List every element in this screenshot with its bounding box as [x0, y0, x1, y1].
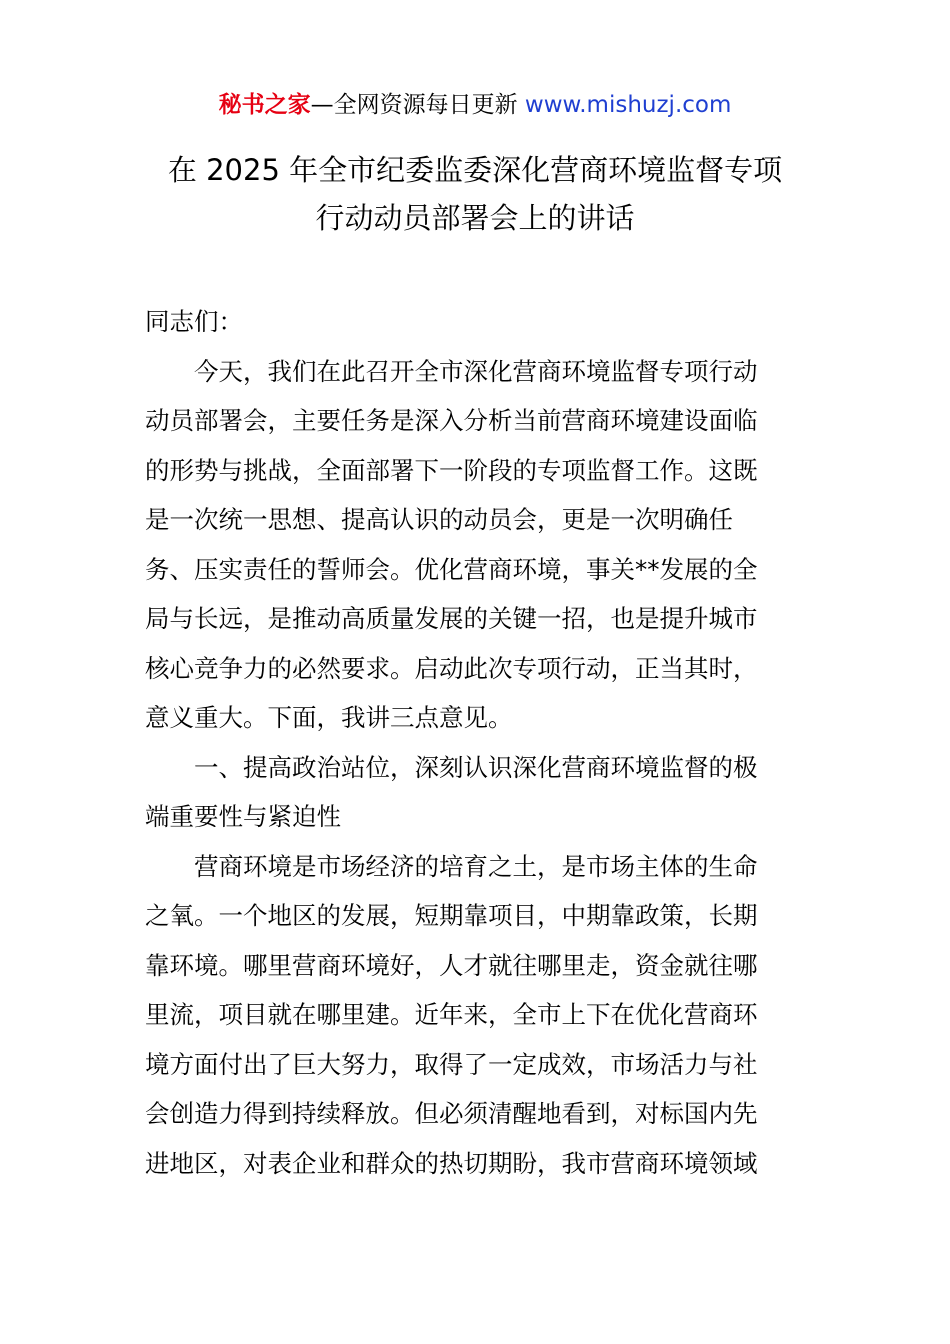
section-heading-line: 端重要性与紧迫性 [145, 802, 341, 831]
title-line-1: 在 2025 年全市纪委监委深化营商环境监督专项 [167, 153, 783, 187]
title-line-2: 行动动员部署会上的讲话 [315, 201, 635, 235]
body-line: 会创造力得到持续释放。但必须清醒地看到，对标国内先 [145, 1099, 758, 1128]
header-dash: — [310, 92, 334, 118]
document-body [145, 297, 810, 1188]
body-line: 核心竞争力的必然要求。启动此次专项行动，正当其时， [145, 653, 758, 683]
body-line: 是一次统一思想、提高认识的动员会，更是一次明确任 [145, 505, 733, 534]
site-header [0, 88, 950, 122]
brand-name: 秘书之家 [218, 92, 311, 118]
body-line: 靠环境。哪里营商环境好，人才就往哪里走，资金就往哪 [145, 950, 758, 980]
body-line: 务、压实责任的誓师会。优化营商环境，事关**发展的全 [145, 554, 758, 584]
body-line: 境方面付出了巨大努力，取得了一定成效，市场活力与社 [145, 1049, 758, 1079]
body-line: 的形势与挑战，全面部署下一阶段的专项监督工作。这既 [145, 455, 758, 485]
body-line: 局与长远，是推动高质量发展的关键一招，也是提升城市 [145, 604, 758, 633]
body-line: 营商环境是市场经济的培育之土，是市场主体的生命 [194, 851, 758, 881]
site-url-link[interactable]: www.mishuzj.com [524, 92, 732, 118]
body-line: 之氧。一个地区的发展，短期靠项目，中期靠政策，长期 [145, 901, 758, 930]
section-heading-line: 一、提高政治站位，深刻认识深化营商环境监督的极 [194, 752, 758, 782]
body-line: 动员部署会，主要任务是深入分析当前营商环境建设面临 [145, 406, 758, 435]
body-line: 今天，我们在此召开全市深化营商环境监督专项行动 [194, 356, 758, 386]
salutation: 同志们： [145, 307, 243, 336]
document-title [100, 146, 850, 242]
header-slogan: 全网资源每日更新 [333, 92, 525, 118]
body-line: 进地区，对表企业和群众的热切期盼，我市营商环境领域 [145, 1148, 758, 1178]
body-line: 意义重大。下面，我讲三点意见。 [145, 703, 513, 732]
body-line: 里流，项目就在哪里建。近年来，全市上下在优化营商环 [145, 1000, 758, 1029]
